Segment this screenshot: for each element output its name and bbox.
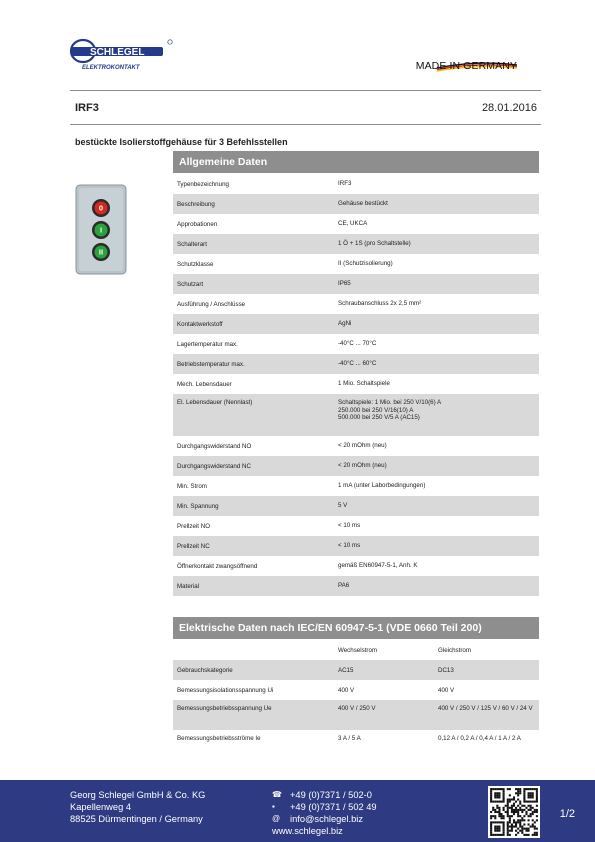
spec-label: Bemessungsisolationsspannung Ui	[177, 686, 274, 694]
contact-block	[272, 789, 377, 837]
spec-row	[173, 556, 539, 576]
spec-row	[173, 174, 539, 194]
spec-value-dc: 400 V	[438, 686, 455, 694]
spec-row	[173, 374, 539, 394]
spec-value	[334, 576, 539, 596]
spec-value-ac: AC15	[334, 660, 434, 680]
spec-label: Durchgangswiderstand NO	[177, 442, 252, 450]
spec-value	[334, 516, 539, 536]
document-date: 28.01.2016	[481, 102, 537, 114]
spec-value	[334, 496, 539, 516]
spec-row	[173, 496, 539, 516]
spec-label: Durchgangswiderstand NC	[173, 456, 334, 476]
spec-value-dc: DC13	[434, 660, 539, 680]
spec-row	[173, 234, 539, 254]
spec-label: Mech. Lebensdauer	[177, 380, 232, 388]
made-in-germany: MADE IN GERMANY	[415, 60, 517, 72]
spec-label: Material	[173, 576, 334, 596]
spec-value-line: 250.000 bei 250 V/16(10) A	[338, 406, 414, 414]
spec-value-line: -40°C ... 60°C	[338, 360, 377, 368]
spec-value-line: < 10 ms	[338, 522, 361, 530]
spec-label: Min. Strom	[177, 482, 207, 490]
header-divider	[70, 90, 541, 91]
spec-value	[334, 394, 539, 436]
spec-value	[334, 374, 539, 394]
spec-label: Beschreibung	[173, 194, 334, 214]
spec-value-dc: 400 V / 250 V / 125 V / 60 V / 24 V	[434, 700, 539, 730]
column-header: Wechselstrom	[338, 646, 378, 654]
spec-row	[173, 456, 539, 476]
email-link[interactable]: info@schlegel.biz	[290, 814, 364, 824]
fax-number: +49 (0)7371 / 502 49	[290, 802, 377, 812]
general-data-table	[173, 174, 539, 596]
spec-value	[334, 254, 539, 274]
spec-value-ac: 400 V	[338, 686, 355, 694]
spec-label: Prellzeit NC	[173, 536, 334, 556]
spec-label: Bemessungsbetriebsspannung Ue	[173, 700, 334, 730]
electrical-row	[173, 680, 539, 700]
spec-value	[334, 436, 539, 456]
spec-value-line: II (Schutzisolierung)	[338, 260, 393, 268]
spec-row	[173, 436, 539, 456]
logo-brand-text: SCHLEGEL	[90, 47, 145, 58]
spec-label: Bemessungsbetriebsströme Ie	[177, 735, 261, 742]
spec-value	[334, 334, 539, 354]
pushbutton-label: I	[99, 225, 103, 235]
spec-value	[334, 476, 539, 496]
spec-value-line: CE, UKCA	[338, 220, 368, 228]
spec-value-line: IP65	[338, 280, 351, 288]
phone-icon: ☎	[272, 790, 282, 799]
spec-value-line: < 20 mOhm (neu)	[338, 462, 387, 470]
company-name: Georg Schlegel GmbH & Co. KG	[70, 790, 206, 800]
spec-value	[334, 536, 539, 556]
phone-number[interactable]: +49 (0)7371 / 502-0	[290, 790, 372, 800]
pushbutton-label: II	[98, 247, 104, 257]
spec-row	[173, 334, 539, 354]
spec-value-line: Schraubanschluss 2x 2,5 mm²	[338, 300, 422, 308]
qr-code	[488, 786, 540, 838]
spec-value-line: 1 mA (unter Laborbedingungen)	[338, 482, 426, 490]
spec-value	[334, 214, 539, 234]
spec-value-line: < 10 ms	[338, 542, 361, 550]
spec-value-ac: 3 A / 5 A	[338, 735, 361, 742]
electrical-data-table	[173, 640, 539, 760]
fax-icon: ▪	[272, 802, 275, 811]
spec-value	[334, 194, 539, 214]
spec-value-line: Gehäuse bestückt	[338, 200, 388, 208]
spec-row	[173, 314, 539, 334]
spec-row	[173, 194, 539, 214]
electrical-row	[173, 660, 539, 680]
website-link[interactable]: www.schlegel.biz	[272, 826, 343, 836]
spec-value	[334, 234, 539, 254]
product-image	[75, 184, 127, 275]
column-header: Gleichstrom	[438, 646, 472, 654]
email-icon: @	[272, 814, 281, 823]
electrical-header-row	[173, 640, 539, 660]
document-subtitle: bestückte Isolierstoffgehäuse für 3 Befehlsstellen	[75, 137, 288, 147]
spec-label: Ausführung / Anschlüsse	[177, 300, 246, 308]
spec-label: Schutzklasse	[177, 260, 214, 268]
spec-value-line: -40°C ... 70°C	[338, 340, 377, 348]
spec-value-line: 500.000 bei 250 V/5 A (AC15)	[338, 414, 420, 421]
spec-row	[173, 214, 539, 234]
spec-value-line: < 20 mOhm (neu)	[338, 442, 387, 450]
spec-value	[334, 556, 539, 576]
spec-value-line: 1 Ö + 1S (pro Schaltstelle)	[338, 240, 411, 248]
spec-row	[173, 536, 539, 556]
spec-row	[173, 254, 539, 274]
spec-value	[334, 354, 539, 374]
spec-label: Typenbezeichnung	[177, 180, 229, 188]
spec-value	[334, 294, 539, 314]
spec-value-line: Schaltspiele: 1 Mio. bei 250 V/10(6) A	[338, 399, 442, 406]
spec-row	[173, 354, 539, 374]
document-id: IRF3	[75, 102, 99, 114]
spec-row	[173, 274, 539, 294]
schlegel-logo	[70, 38, 178, 72]
spec-row	[173, 516, 539, 536]
logo-sub-text: ELEKTROKONTAKT	[82, 65, 140, 71]
spec-label: Approbationen	[177, 220, 218, 228]
spec-row	[173, 394, 539, 436]
spec-value-dc: 0,12 A / 0,2 A / 0,4 A / 1 A / 2 A	[438, 735, 521, 742]
spec-label: Betriebstemperatur max.	[173, 354, 334, 374]
pushbutton-label: 0	[98, 203, 104, 213]
spec-label: Kontaktwerkstoff	[173, 314, 334, 334]
spec-value	[334, 314, 539, 334]
spec-label: Lagertemperatur max.	[177, 340, 238, 348]
spec-label: Öffnerkontakt zwangsöffnend	[177, 562, 258, 570]
spec-value-line: 1 Mio. Schaltspiele	[338, 380, 390, 388]
spec-row	[173, 576, 539, 596]
column-header	[173, 640, 334, 660]
electrical-data-heading: Elektrische Daten nach IEC/EN 60947-5-1 (VDE 0660 Teil 200)	[173, 617, 539, 639]
title-divider	[70, 124, 541, 125]
spec-row	[173, 476, 539, 496]
spec-value	[334, 274, 539, 294]
company-city: 88525 Dürmentingen / Germany	[70, 814, 203, 824]
spec-label: Schutzart	[173, 274, 334, 294]
spec-value-line: PA6	[338, 582, 350, 590]
spec-value-line: IRF3	[338, 180, 352, 188]
spec-label: El. Lebensdauer (Nennlast)	[173, 394, 334, 436]
spec-value-line: 5 V	[338, 502, 348, 510]
spec-label: Min. Spannung	[173, 496, 334, 516]
spec-label: Schalterart	[173, 234, 334, 254]
company-address	[70, 789, 205, 825]
spec-label: Prellzeit NO	[177, 522, 211, 530]
company-street: Kapellenweg 4	[70, 802, 131, 812]
spec-value	[334, 174, 539, 194]
spec-value-ac: 400 V / 250 V	[334, 700, 434, 730]
spec-label: Gebrauchskategorie	[173, 660, 334, 680]
page-number: 1/2	[559, 808, 575, 820]
spec-value-line: AgNi	[338, 320, 352, 328]
electrical-row	[173, 700, 539, 730]
general-data-heading: Allgemeine Daten	[173, 151, 539, 173]
electrical-row	[173, 730, 539, 760]
footer	[0, 780, 595, 842]
spec-value	[334, 456, 539, 476]
spec-value-line: gemäß EN60947-5-1, Anh. K	[338, 562, 418, 570]
spec-row	[173, 294, 539, 314]
